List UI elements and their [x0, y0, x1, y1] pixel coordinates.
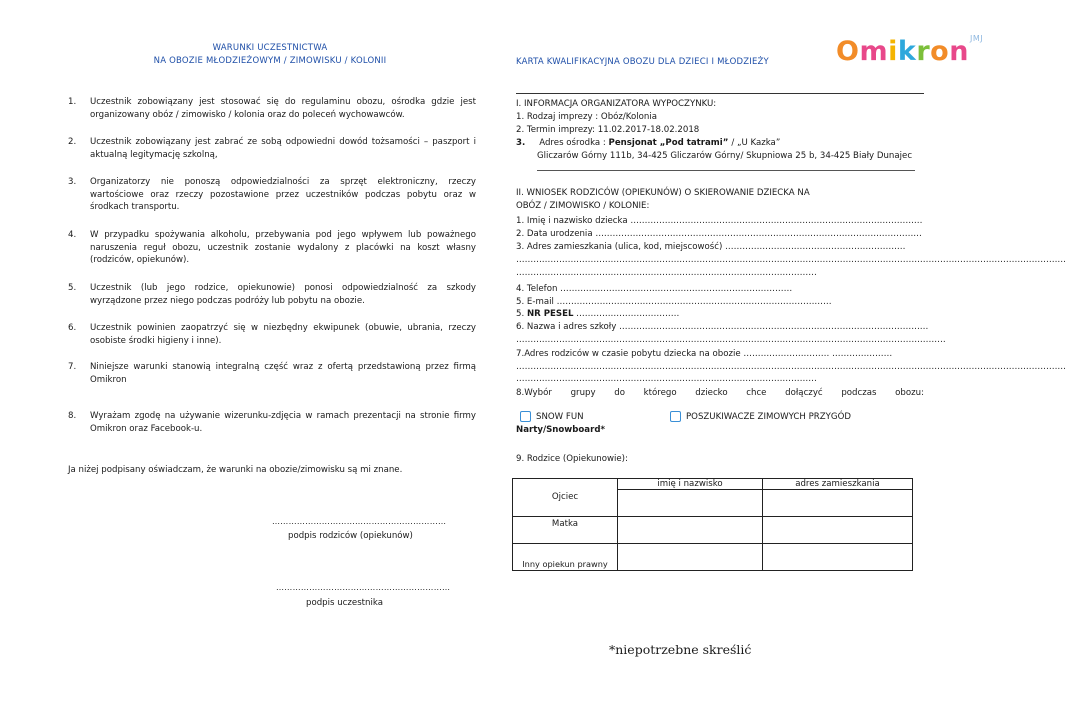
parents-address-line3[interactable]: ……………………………………………………………………………………………	[516, 374, 817, 384]
venue-label: Adres ośrodka :	[539, 138, 609, 148]
row-label-father: Ojciec	[513, 490, 618, 517]
rule-number: 5.	[68, 283, 77, 293]
conditions-title	[100, 42, 440, 68]
row-label-other: Inny opiekun prawny	[513, 544, 618, 571]
rule-text: Uczestnik zobowiązany jest stosować się do regulaminu obozu, ośrodka gdzie jest organizowany obóz / zimowisko / kolonia oraz do poleceń wychowawców.	[90, 97, 476, 120]
rule-item	[68, 322, 476, 348]
rule-number: 8.	[68, 411, 77, 421]
rule-text: W przypadku spożywania alkoholu, przebywania pod jego wpływem lub poważnego naruszenia reguł obozu, uczestnik zostanie wydalony z placówki na koszt własny (rodziców, opiekunów).	[90, 230, 476, 266]
venue-alt: / „U Kazka”	[731, 138, 781, 148]
pesel-field[interactable]	[516, 308, 679, 320]
group-choice-word: obozu:	[895, 388, 924, 398]
snow-fun-checkbox[interactable]	[520, 411, 531, 422]
logo-letter: i	[888, 36, 898, 67]
child-name-field[interactable]: 1. Imię i nazwisko dziecka …………………………………………………………………………………………	[516, 216, 923, 226]
event-type: 1. Rodzaj imprezy : Obóz/Kolonia	[516, 112, 658, 122]
row-label-mother: Matka	[513, 517, 618, 544]
table-row	[513, 490, 913, 517]
birth-date-field[interactable]: 2. Data urodzenia ……………………………………………………………………………………………………	[516, 229, 922, 239]
rule-item	[68, 410, 476, 436]
pesel-number: 5.	[516, 309, 527, 319]
guardians-table	[512, 478, 913, 571]
venue-name: Pensjonat „Pod tatrami”	[608, 138, 732, 148]
mother-address-cell[interactable]	[763, 517, 913, 544]
rule-item	[68, 282, 476, 308]
rule-text: Organizatorzy nie ponoszą odpowiedzialności za sprzęt elektroniczny, rzeczy wartościowe oraz rzeczy pozostawione przez uczestników podczas pobytu oraz w środkach transportu.	[90, 177, 476, 213]
school-field-line2[interactable]: ……………………………………………………………………………………………………………………………………	[516, 335, 946, 345]
logo-letter: o	[930, 36, 950, 67]
declaration-text: Ja niżej podpisany oświadczam, że warunki na obozie/zimowisku są mi znane.	[68, 465, 403, 475]
venue-address-line2: Gliczarów Górny 111b, 34-425 Gliczarów Górny/ Skupniowa 25 b, 34-425 Biały Dunajec	[537, 151, 913, 161]
table-row	[513, 517, 913, 544]
venue-number: 3.	[516, 138, 526, 148]
rule-item	[68, 361, 476, 387]
header-divider	[516, 93, 924, 94]
address-field-line3[interactable]: ……………………………………………………………………………………………	[516, 268, 817, 278]
rule-text: Niniejsze warunki stanowią integralną część wraz z ofertą przedstawioną przez firmą Omikron	[90, 362, 476, 385]
logo-letter: m	[859, 36, 889, 67]
venue-underline	[537, 170, 915, 171]
group-choice-word: którego	[643, 388, 677, 398]
table-row	[513, 544, 913, 571]
group-choice-word: do	[614, 388, 625, 398]
participant-signature-line: ………………………………………………………	[276, 583, 451, 592]
participant-signature-label: podpis uczestnika	[306, 598, 383, 608]
mother-name-cell[interactable]	[618, 517, 763, 544]
footnote: *niepotrzebne skreślić	[609, 642, 752, 657]
father-address-cell[interactable]	[763, 490, 913, 517]
rule-item	[68, 96, 476, 122]
parents-signature-label: podpis rodziców (opiekunów)	[288, 531, 413, 541]
group-choice-word: podczas	[841, 388, 877, 398]
school-field[interactable]: 6. Nazwa i adres szkoły ………………………………………………………………………………………………	[516, 322, 929, 332]
rule-item	[68, 176, 476, 215]
snow-fun-label: SNOW FUN	[536, 412, 584, 422]
conditions-title-line2: NA OBOZIE MŁODZIEŻOWYM / ZIMOWISKU / KOLONII	[153, 56, 387, 66]
section1-title: I. INFORMACJA ORGANIZATORA WYPOCZYNKU:	[516, 99, 717, 109]
rule-text: Uczestnik (lub jego rodzice, opiekunowie) ponosi odpowiedzialność za szkody wyrządzone przez niego podczas podróży lub pobytu na obozie.	[90, 283, 476, 306]
guardians-title: 9. Rodzice (Opiekunowie):	[516, 454, 628, 464]
other-name-cell[interactable]	[618, 544, 763, 571]
snow-fun-sublabel: Narty/Snowboard*	[516, 425, 605, 435]
parents-signature-line: ………………………………………………………	[272, 517, 447, 526]
group-choice-prompt	[516, 387, 924, 399]
logo-suffix: JMJ	[969, 34, 984, 43]
logo-letter: O	[836, 36, 860, 67]
email-field[interactable]: 5. E-mail ……………………………………………………………………………………	[516, 297, 832, 307]
rule-number: 7.	[68, 362, 77, 372]
group-choice-word: 8.Wybór	[516, 388, 552, 398]
card-header: KARTA KWALIFIKACYJNA OBOZU DLA DZIECI I MŁODZIEŻY	[516, 57, 769, 67]
omikron-logo	[836, 36, 983, 67]
father-name-cell[interactable]	[618, 490, 763, 517]
logo-letter: r	[916, 36, 931, 67]
section2-title-line1: II. WNIOSEK RODZICÓW (OPIEKUNÓW) O SKIEROWANIE DZIECKA NA	[516, 188, 810, 198]
phone-field[interactable]: 4. Telefon ………………………………………………………………………	[516, 284, 793, 294]
option-snow-fun[interactable]	[520, 411, 584, 423]
venue-address	[516, 137, 780, 149]
address-field[interactable]: 3. Adres zamieszkania (ulica, kod, miejscowość) ………………………………………………………	[516, 242, 906, 252]
event-dates: 2. Termin imprezy: 11.02.2017-18.02.2018	[516, 125, 700, 135]
rule-number: 4.	[68, 230, 77, 240]
rule-number: 2.	[68, 137, 77, 147]
logo-letter: k	[897, 36, 917, 67]
group-choice-word: chce	[746, 388, 767, 398]
rule-number: 1.	[68, 97, 77, 107]
group-choice-word: dziecko	[695, 388, 728, 398]
table-header-cell	[513, 479, 618, 490]
rule-text: Uczestnik zobowiązany jest zabrać ze sobą odpowiedni dowód tożsamości – paszport i aktualną legitymację szkolną,	[90, 137, 476, 160]
rule-item	[68, 136, 476, 162]
address-field-line2[interactable]: …………………………………………………………………………………………………………………………………………………………………………	[516, 255, 1066, 265]
other-address-cell[interactable]	[763, 544, 913, 571]
section2-title-line2: OBÓZ / ZIMOWISKO / KOLONIE:	[516, 201, 650, 211]
conditions-title-line1: WARUNKI UCZESTNICTWA	[212, 43, 328, 53]
group-choice-word: dołączyć	[785, 388, 823, 398]
logo-letter: n	[949, 36, 969, 67]
winter-explorers-checkbox[interactable]	[670, 411, 681, 422]
winter-explorers-label: POSZUKIWACZE ZIMOWYCH PRZYGÓD	[686, 412, 851, 422]
table-header-cell: adres zamieszkania	[763, 479, 913, 490]
option-winter-explorers[interactable]	[670, 411, 851, 423]
rule-number: 6.	[68, 323, 77, 333]
rule-text: Wyrażam zgodę na używanie wizerunku-zdjęcia w ramach prezentacji na stronie firmy Omikron oraz Facebook-u.	[90, 411, 476, 434]
parents-address-line2[interactable]: …………………………………………………………………………………………………………………………………………………………………………	[516, 362, 1066, 372]
table-header-row	[513, 479, 913, 490]
rule-item	[68, 229, 476, 268]
rule-number: 3.	[68, 177, 77, 187]
group-choice-word: grupy	[570, 388, 596, 398]
pesel-dots: ………………………………	[573, 309, 680, 319]
rule-text: Uczestnik powinien zaopatrzyć się w niezbędny ekwipunek (obuwie, ubrania, rzeczy osobiste środki higieny i inne).	[90, 323, 476, 346]
parents-address-field[interactable]: 7.Adres rodziców w czasie pobytu dziecka na obozie ………………………… …………………	[516, 349, 893, 359]
pesel-label: NR PESEL	[526, 309, 574, 319]
table-header-cell: imię i nazwisko	[618, 479, 763, 490]
